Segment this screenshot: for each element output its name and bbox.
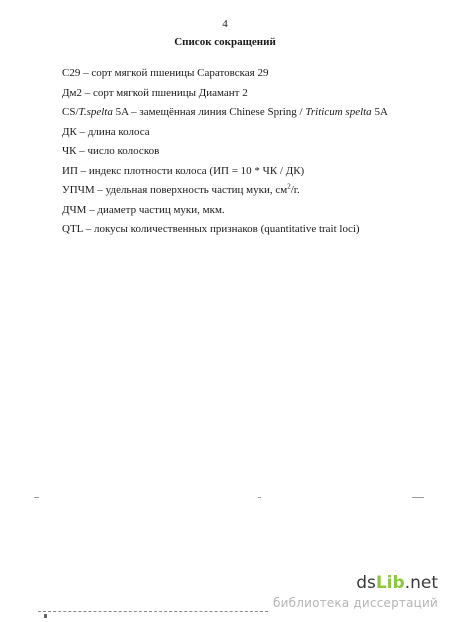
abbreviation-entry <box>62 66 432 80</box>
scan-mark <box>412 497 424 498</box>
entry-text: ДК – длина колоса <box>62 125 150 138</box>
entry-text: /г. <box>290 184 300 196</box>
scan-mark <box>44 614 47 618</box>
abbreviation-entry <box>62 125 432 139</box>
entry-text: CS/ <box>62 106 79 118</box>
watermark-logo <box>273 574 438 592</box>
page-number: 4 <box>222 18 228 30</box>
logo-part: .net <box>404 573 438 593</box>
page-title: Список сокращений <box>174 36 276 48</box>
entry-text: 5A – замещённая линия Chinese Spring / <box>112 106 306 118</box>
entry-text: ДЧМ – диаметр частиц муки, мкм. <box>62 203 225 216</box>
abbreviation-list <box>62 66 432 242</box>
abbreviation-entry <box>62 86 432 100</box>
entry-text: УПЧМ – удельная поверхность частиц муки, см <box>62 184 288 196</box>
entry-text: 5A <box>371 106 388 118</box>
logo-part: ds <box>356 573 376 593</box>
abbreviation-entry <box>62 203 432 217</box>
scan-mark <box>258 497 261 498</box>
abbreviation-entry <box>62 183 432 197</box>
entry-text: ИП – индекс плотности колоса (ИП = 10 * ЧК / ДК) <box>62 164 305 177</box>
abbreviation-entry <box>62 222 432 236</box>
entry-text: T.spelta <box>78 106 113 118</box>
abbreviation-entry <box>62 144 432 158</box>
entry-text: С29 – сорт мягкой пшеницы Саратовская 29 <box>62 67 269 79</box>
entry-text: Triticum spelta <box>305 106 372 118</box>
abbreviation-entry <box>62 105 432 119</box>
scan-mark <box>34 497 39 498</box>
entry-text: 2 <box>287 182 291 191</box>
footnote-rule <box>38 611 268 612</box>
entry-text: QTL – локусы количественных признаков (quantitative trait loci) <box>62 223 360 235</box>
logo-part: Lib <box>375 573 405 593</box>
watermark <box>273 574 438 610</box>
entry-text: Дм2 – сорт мягкой пшеницы Диамант 2 <box>62 86 248 99</box>
watermark-subtitle: библиотека диссертаций <box>273 596 438 610</box>
entry-text: ЧК – число колосков <box>62 145 160 157</box>
abbreviation-entry <box>62 164 432 178</box>
